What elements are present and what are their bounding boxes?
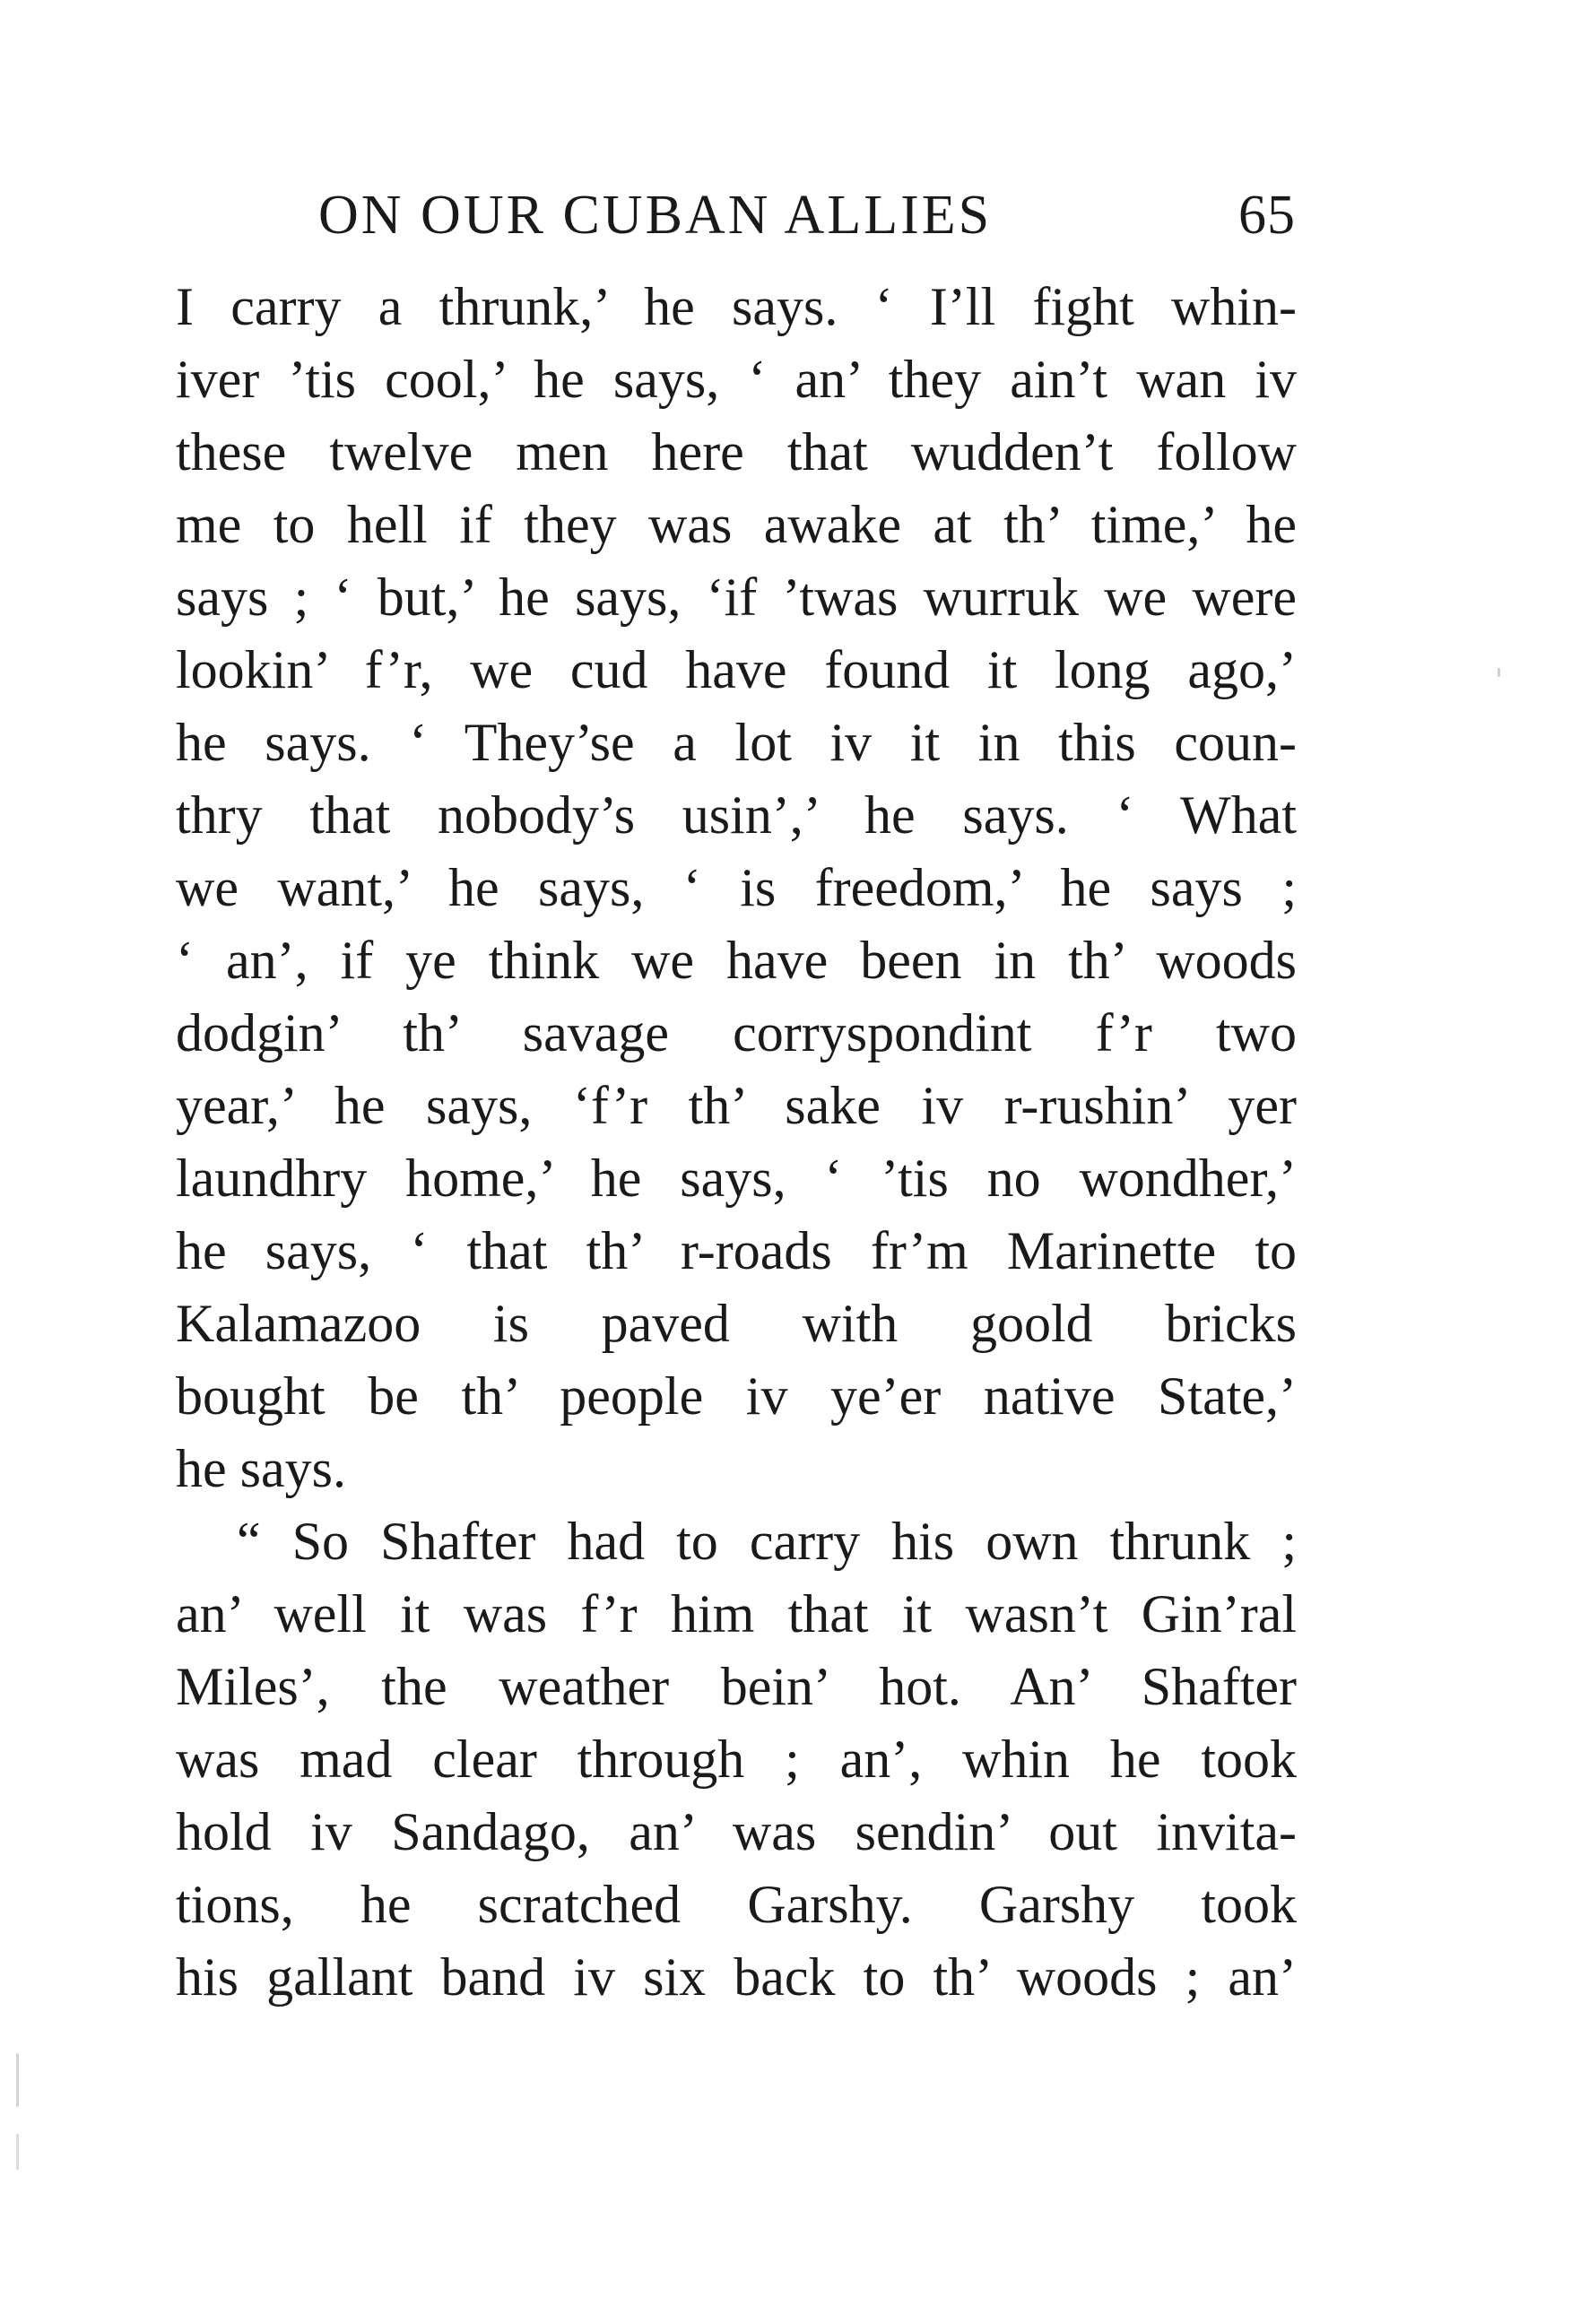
text-line: says ; ‘ but,’ he says, ‘if ’twas wurruk we were (176, 568, 1297, 627)
text-line: bought be th’ people iv ye’er native State,’ (176, 1366, 1297, 1426)
paper-speck (1498, 668, 1500, 677)
text-line: Miles’, the weather bein’ hot. An’ Shafter (176, 1657, 1297, 1716)
paper-speck (16, 2053, 19, 2107)
text-line: hold iv Sandago, an’ was sendin’ out invita- (176, 1802, 1297, 1861)
text-line: an’ well it was f’r him that it wasn’t Gin’ral (176, 1584, 1297, 1643)
paper-speck (16, 2134, 19, 2170)
body-text (176, 271, 1297, 2014)
text-line: was mad clear through ; an’, whin he took (176, 1730, 1297, 1789)
running-title: ON OUR CUBAN ALLIES (318, 185, 993, 246)
paragraph-end-line: he says. (176, 1439, 346, 1498)
text-line: I carry a thrunk,’ he says. ‘ I’ll fight whin- (176, 277, 1297, 336)
text-line: these twelve men here that wudden’t follow (176, 422, 1297, 481)
text-line: thry that nobody’s usin’,’ he says. ‘ What (176, 785, 1297, 845)
text-line: lookin’ f’r, we cud have found it long ago,’ (176, 640, 1297, 699)
text-line: dodgin’ th’ savage corryspondint f’r two (176, 1003, 1297, 1062)
text-line: tions, he scratched Garshy. Garshy took (176, 1875, 1297, 1934)
text-line: we want,’ he says, ‘ is freedom,’ he says ; (176, 858, 1297, 917)
text-line: his gallant band iv six back to th’ woods ; an’ (176, 1947, 1297, 2007)
text-line: ‘ an’, if ye think we have been in th’ woods (176, 931, 1297, 990)
text-line: he says, ‘ that th’ r-roads fr’m Marinette to (176, 1221, 1297, 1280)
text-line: Kalamazoo is paved with goold bricks (176, 1294, 1297, 1353)
text-line: iver ’tis cool,’ he says, ‘ an’ they ain’t wan iv (176, 350, 1297, 409)
page-number: 65 (1238, 185, 1296, 246)
text-line: me to hell if they was awake at th’ time,’ he (176, 495, 1297, 554)
text-line: he says. ‘ They’se a lot iv it in this coun- (176, 713, 1297, 772)
text-line: laundhry home,’ he says, ‘ ’tis no wondher,’ (176, 1149, 1297, 1208)
text-line: year,’ he says, ‘f’r th’ sake iv r-rushin’ yer (176, 1076, 1297, 1135)
running-head (318, 184, 1296, 247)
paragraph-start-line: “ So Shafter had to carry his own thrunk ; (237, 1512, 1297, 1571)
